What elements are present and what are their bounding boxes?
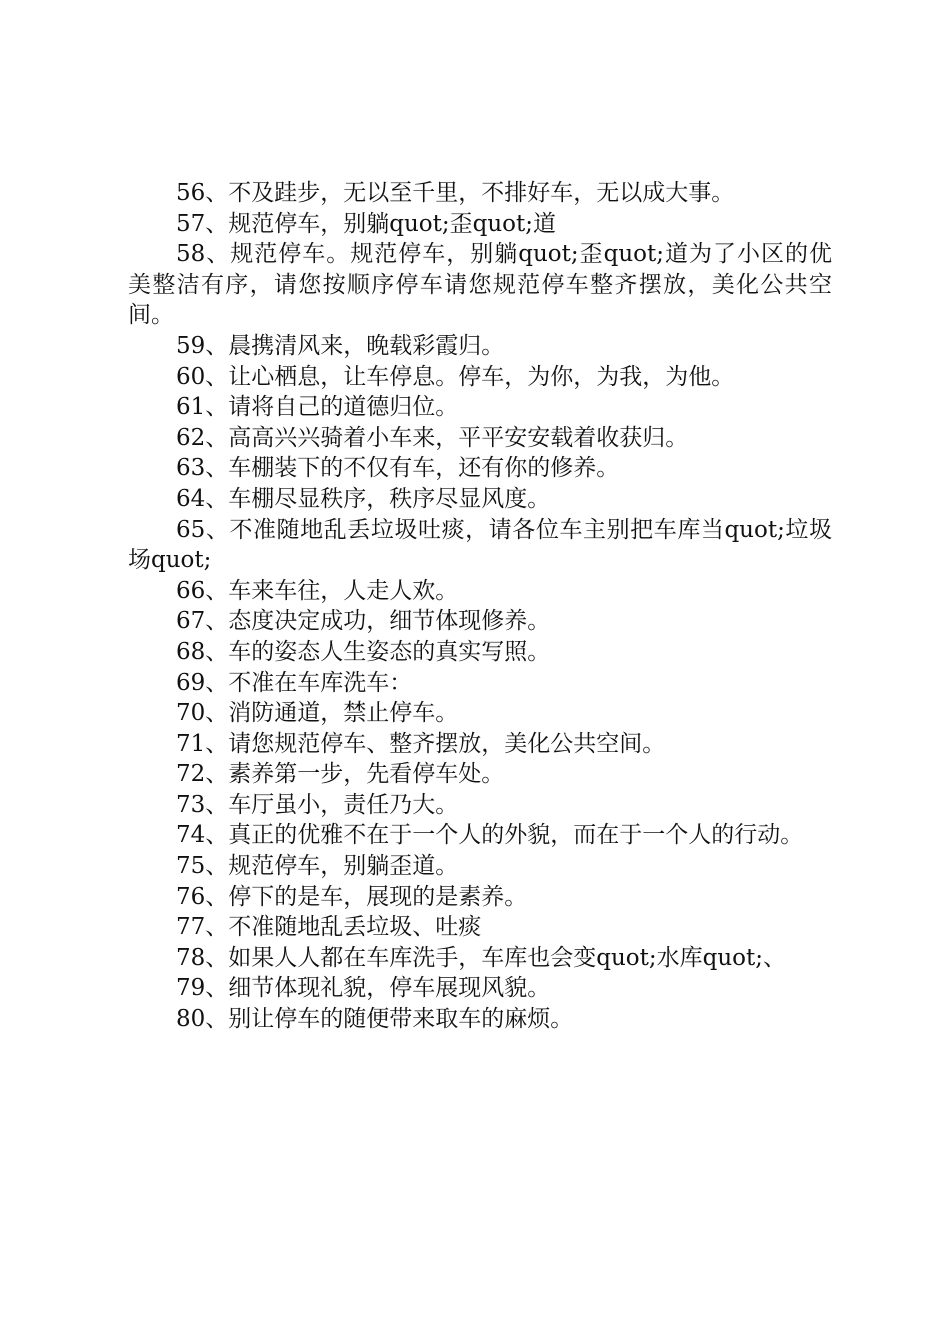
paragraph-59: 59、晨携清风来，晚载彩霞归。 [176,332,505,359]
paragraph-80: 80、别让停车的随便带来取车的麻烦。 [176,1006,574,1033]
paragraph-72: 72、素养第一步，先看停车处。 [176,761,505,788]
paragraph-71: 71、请您规范停车、整齐摆放，美化公共空间。 [176,730,666,757]
paragraph-78: 78、如果人人都在车库洗手，车库也会变quot;水库quot;、 [176,944,787,971]
paragraph-76: 76、停下的是车，展现的是素养。 [176,883,528,910]
paragraph-57: 57、规范停车，别躺quot;歪quot;道 [176,210,557,237]
document-body [128,178,832,1035]
paragraph-63: 63、车棚装下的不仅有车，还有你的修养。 [176,455,620,482]
paragraph-79: 79、细节体现礼貌，停车展现风貌。 [176,975,551,1002]
paragraph-68: 68、车的姿态人生姿态的真实写照。 [176,638,551,665]
paragraph-65: 65、不准随地乱丢垃圾吐痰，请各位车主别把车库当quot;垃圾场quot; [128,516,832,574]
paragraph-73: 73、车厅虽小，责任乃大。 [176,791,459,818]
paragraph-61: 61、请将自己的道德归位。 [176,394,459,421]
paragraph-56: 56、不及跬步，无以至千里，不排好车，无以成大事。 [176,180,735,206]
paragraph-66: 66、车来车往，人走人欢。 [176,577,459,604]
paragraph-69: 69、不准在车库洗车： [176,669,413,696]
paragraph-74: 74、真正的优雅不在于一个人的外貌，而在于一个人的行动。 [176,822,804,849]
paragraph-62: 62、高高兴兴骑着小车来，平平安安载着收获归。 [176,424,689,451]
paragraph-67: 67、态度决定成功，细节体现修养。 [176,608,551,635]
paragraph-77: 77、不准随地乱丢垃圾、吐痰 [176,914,482,941]
paragraph-70: 70、消防通道，禁止停车。 [176,700,459,727]
paragraph-60: 60、让心栖息，让车停息。停车，为你，为我，为他。 [176,363,735,390]
paragraph-58: 58、规范停车。规范停车，别躺quot;歪quot;道为了小区的优美整洁有序，请您按顺序停车请您规范停车整齐摆放，美化公共空间。 [128,241,832,329]
paragraph-75: 75、规范停车，别躺歪道。 [176,853,459,880]
paragraph-64: 64、车棚尽显秩序，秩序尽显风度。 [176,485,551,512]
